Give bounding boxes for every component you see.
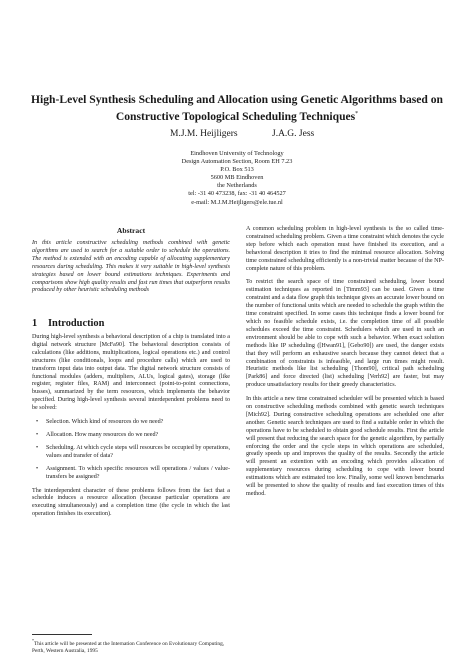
affiliation-line: e-mail: M.J.M.Heijligers@ele.tue.nl (191, 198, 283, 206)
introduction-body (32, 334, 230, 525)
list-item (32, 419, 230, 427)
section-heading (32, 318, 104, 329)
title-text: High-Level Synthesis Scheduling and Allocation using Genetic Algorithms based on Constructive Topological Scheduling Techniques (31, 93, 443, 123)
body-paragraph: A common scheduling problem in high-level synthesis is the so called time-constrained scheduling problem. Given a time constraint which denotes the cycle step before which each operation must have finished its execution, and a behavioral description it tries to find the minimal resource allocation. Solving time constrained scheduling efficiently is a non-trivial matter because of the NP-complete nature of this problem. (246, 226, 444, 272)
section-title: Introduction (48, 318, 105, 329)
list-item-text: Selection. Which kind of resources do we need? (46, 419, 164, 426)
intro-paragraph: During high-level synthesis a behavioral description of a chip is translated into a digital network structure [McFa90]. The behavioral description consists of calculations (like additions, multiplications, logical operations etc.) and control structures (like conditionals, loops and procedure calls) which are used to transform input data into output data. The digital network structure consists of functional modules (adders, multipliers, ALUs, logical gates), storage (like register, register files, RAM) and interconnect (point-to-point connections, busses), summarized by the term resources, which implements the behavior specified. During high-level synthesis several interdependent problems need to be solved: (32, 334, 230, 412)
title-footnote-mark: * (355, 111, 359, 117)
bullet-icon: • (36, 465, 39, 472)
footnote-mark: * (32, 638, 34, 643)
list-item-text: Assignment. To which specific resources will operations / values / value-transfers be assigned? (46, 465, 230, 480)
affiliation-line: tel: -31 40 473238, fax: -31 40 464527 (188, 190, 286, 198)
intro-paragraph: The interdependent character of these problems follows from the fact that a schedule induces a resource allocation (because particular operations are executing simultaneously) and a completion time (the cycle in which the last operation finishes its execution). (32, 487, 230, 518)
footnote-divider (32, 634, 92, 635)
affiliation-line: P.O. Box 513 (220, 166, 254, 174)
footnote (32, 637, 230, 655)
body-paragraph: In this article a new time constrained scheduler will be presented which is based on constructive scheduling methods combined with genetic search techniques [Mich92]. During constructive scheduling operations are scheduled one after another. Genetic search techniques are used to find a suitable order in which the operations have to be scheduled to obtain good schedule results. First the article will present that reducing the search space for the genetic algorithm, by partially enforcing the order and the cycle steps in which operations are scheduled, greatly speeds up and improves the quality of the results. Secondly the article will present an extention with an encoding which provides allocation of supplementary resources during scheduling to cope with lower bound estimations which are estimated too low. Finally, some well known benchmarks will be presented to show the quality of results and fast execution times of this method. (246, 396, 444, 497)
list-item-text: Scheduling. At which cycle steps will resources be occupied by operations, values and transfer of data? (46, 444, 230, 459)
footnote-text: This article will be presented at the Internation Conference on Evolutionary Computing, Perth, Western Australia, 1995 (32, 640, 225, 654)
bullet-icon: • (36, 431, 39, 438)
bullet-icon: • (36, 419, 39, 426)
problem-list (32, 419, 230, 481)
body-paragraph: To restrict the search space of time constrained scheduling, lower bound estimation techniques as reported in [Timm93] can be used. Given a time constraint and a data flow graph this technique gives an accurate lower bound on the number of functional units which are needed to schedule the graph within the time constraint specified. In some cases this technique finds a lower bound for which no feasible schedule exists, i.e. the completion time of all possible schedules exceed the time constraint. Schedulers which are used in such an environment should be able to cope with such a behavior. When exact solution methods like IP scheduling ([Hwan91], [Gebo90]) are used, the danger exists that they will perform an exhaustive search because they cannot detect that a combination of constraints is infeasible, and large run times might result. Heuristic methods like list scheduling [Thom90], critical path scheduling [Park86] and force directed (list) scheduling [Verh92] are faster, but may produce unsatisfactory results for their greedy characteristics. (246, 279, 444, 389)
abstract-text: In this article constructive scheduling methods combined with genetic algorithms are used to search for a suitable order to schedule the operations. The method is extended with an encoding capable of allocating supplementary resources during scheduling. This makes it very suitable in high-level synthesis strategies based on lower bound estimations techniques. Experiments and comparisons show high quality results and fast run times that outperform results produced by other heuristic scheduling methods (32, 240, 230, 294)
list-item (32, 445, 230, 461)
bullet-icon: • (36, 444, 39, 451)
affiliation-block (100, 150, 374, 207)
author-2: J.A.G. Jess (272, 129, 315, 139)
affiliation-line: the Netherlands (217, 182, 257, 190)
affiliation-line: Design Automation Section, Room EH 7.23 (181, 158, 293, 166)
affiliation-line: Eindhoven University of Technology (190, 150, 284, 157)
abstract-heading: Abstract (116, 226, 146, 235)
section-number: 1 (32, 318, 38, 329)
list-item (32, 432, 230, 440)
affiliation-line: 5600 MB Eindhoven (210, 174, 264, 182)
paper-title (30, 93, 444, 124)
right-column (246, 226, 444, 505)
list-item-text: Allocation. How many resources do we need? (46, 431, 159, 438)
author-1: M.J.M. Heijligers (170, 129, 238, 139)
list-item (32, 466, 230, 482)
